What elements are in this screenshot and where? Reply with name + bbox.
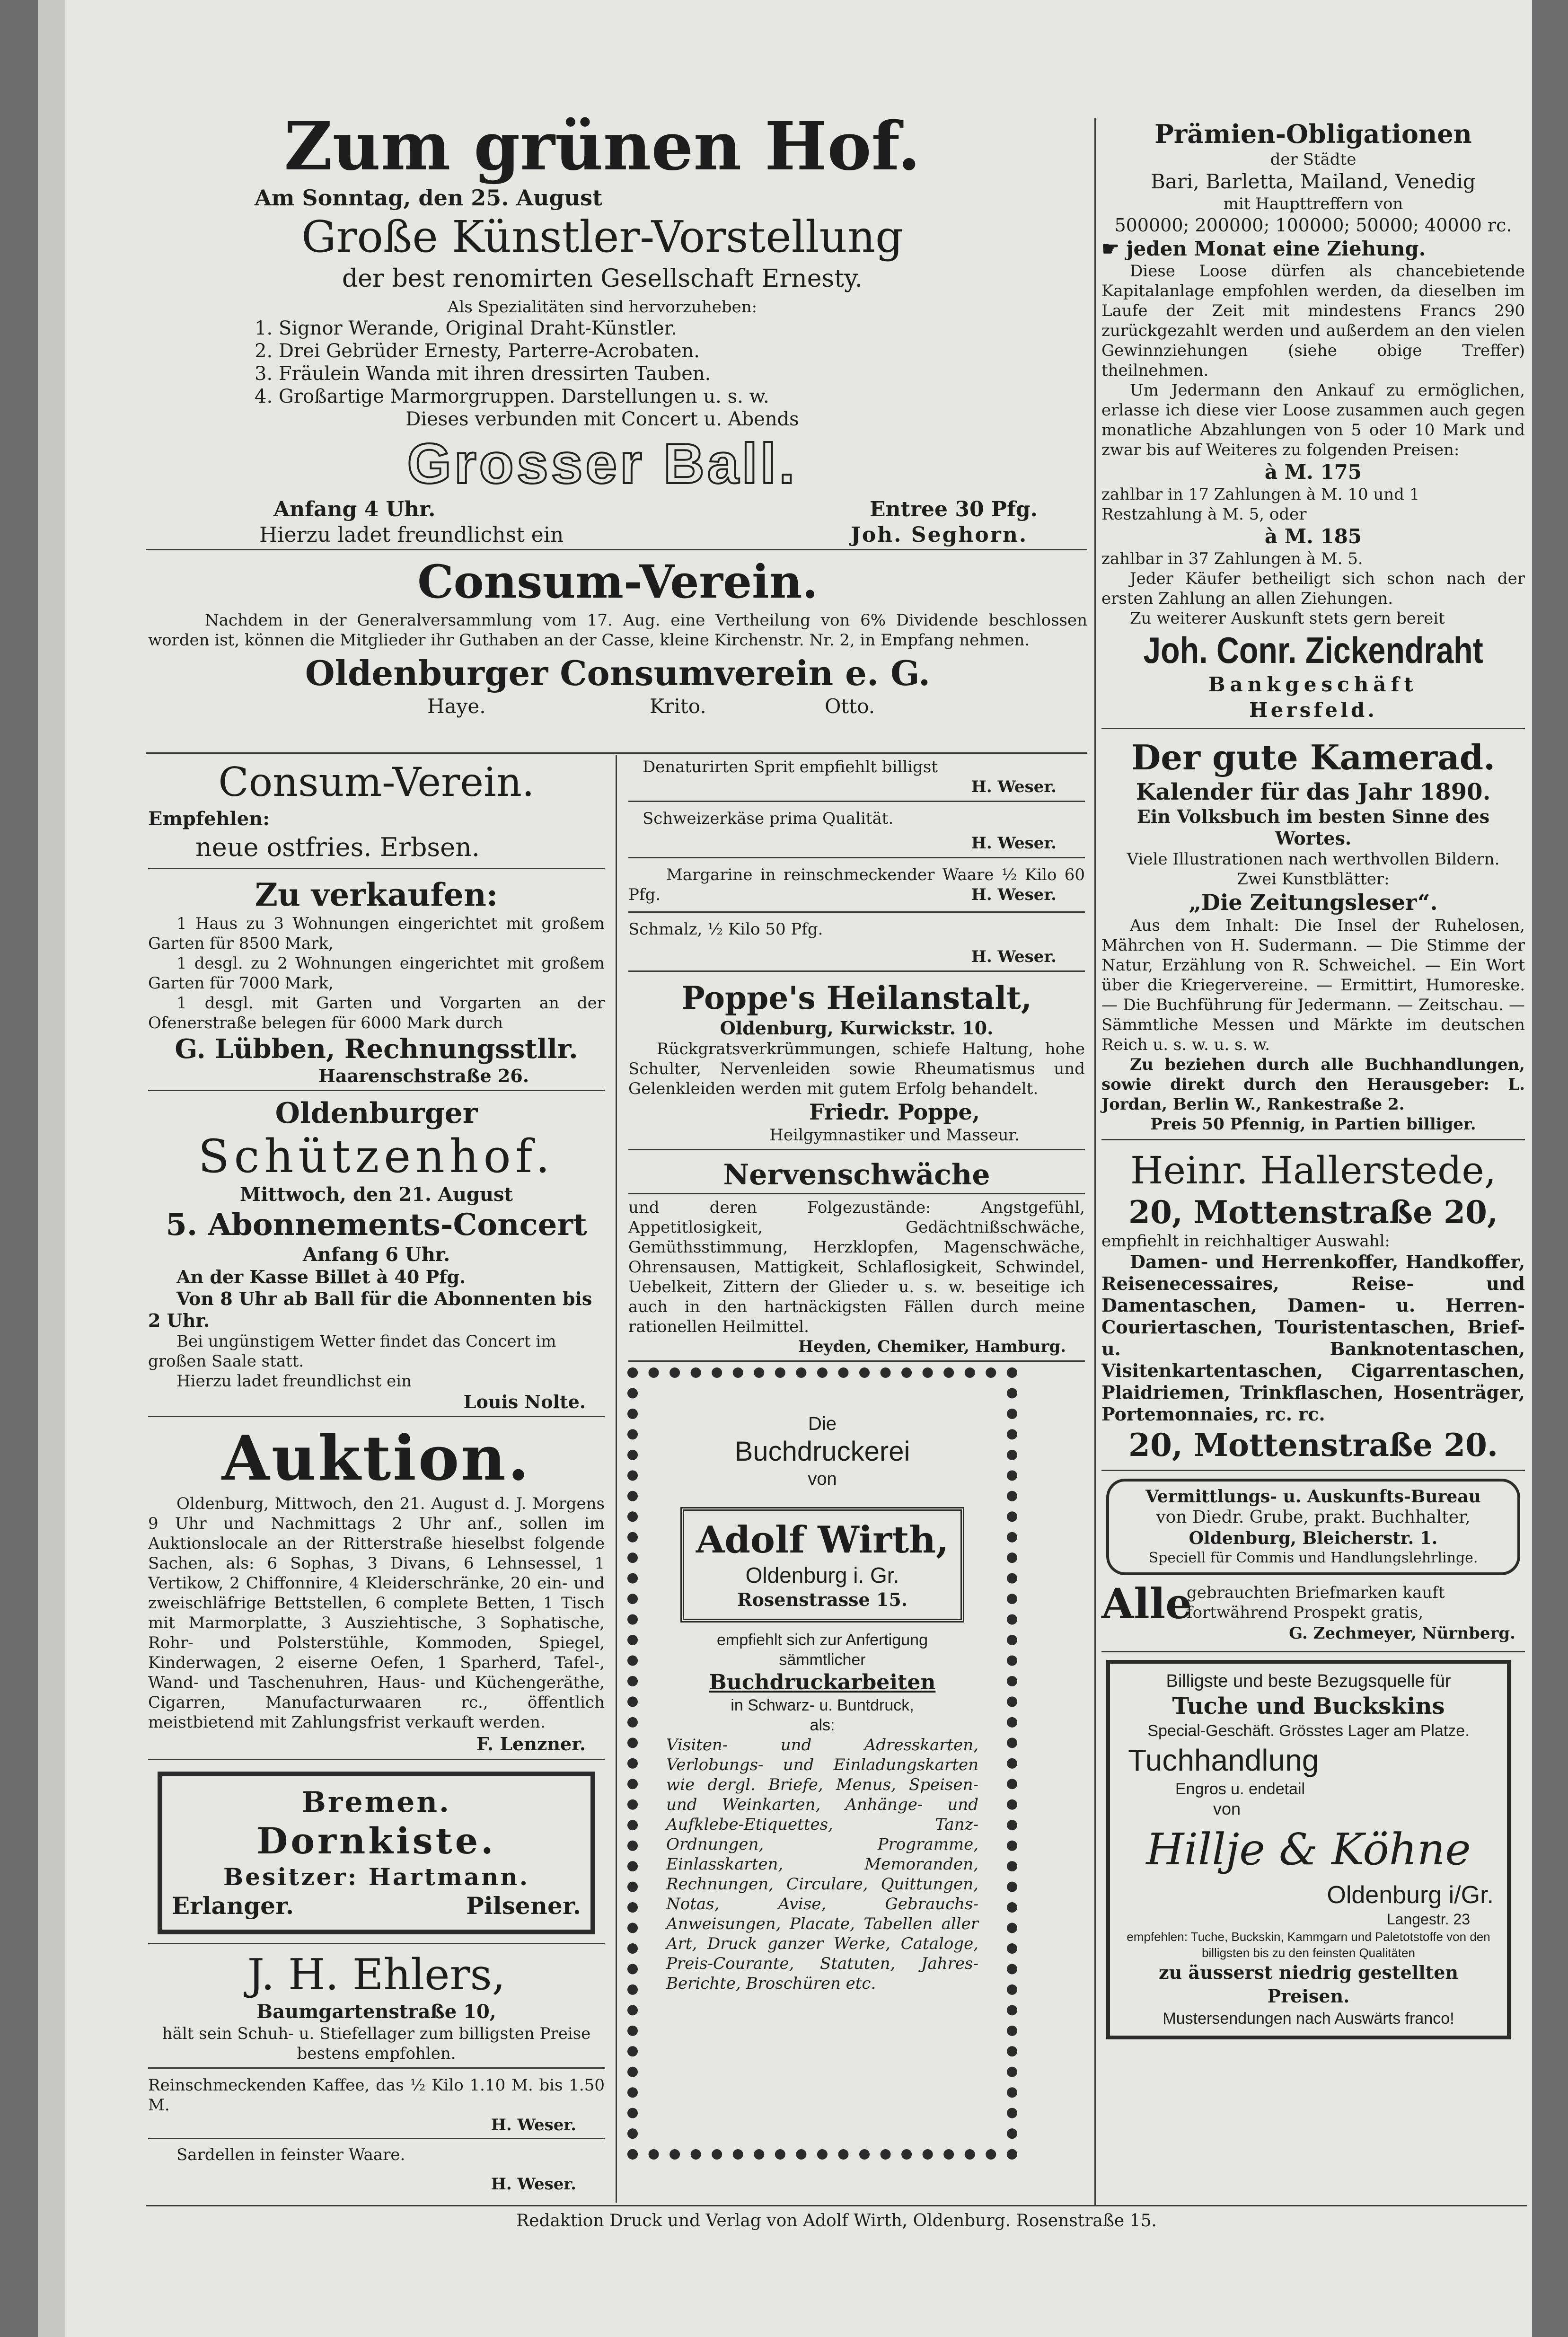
ad-gruener-hof (122, 109, 1083, 549)
ad-tuch-line: zu äusserst niedrig gestellten Preisen. (1158, 1962, 1458, 2007)
ad-tuch-line: Mustersendungen nach Auswärts franco! (1163, 2010, 1454, 2028)
ad-praemien-body: Jeder Käufer betheiligt sich schon nach der ersten Zahlung an allen Ziehungen. (1101, 569, 1525, 608)
ad-praemien-body: Um Jedermann den Ankauf zu ermöglichen, erlasse ich diese vier Loose zusammen auch gegen monatliche Abzahlungen von 5 oder 10 Mark und zwar bis auf Weiteres zu folgenden Preisen: (1101, 381, 1525, 459)
ad-bremen-l2: Dornkiste. (256, 1820, 496, 1862)
ad-bremen-l1: Bremen. (302, 1786, 451, 1819)
ad-tuch-firm: Hillje & Köhne (1146, 1824, 1471, 1875)
ad-nerven-title: Nervenschwäche (723, 1158, 990, 1191)
ad-kamerad-line: „Die Zeitungsleser“. (1189, 890, 1438, 915)
ad-kaffee-body: Reinschmeckenden Kaffee, das ½ Kilo 1.10 M. bis 1.50 M. (148, 2076, 605, 2115)
ad-host: Joh. Seghorn. (851, 523, 1028, 547)
ad-kaese-body: Schweizerkäse prima Qualität. (643, 809, 894, 828)
ad-wirth-city: Oldenburg i. Gr. (745, 1563, 899, 1587)
newspaper-page (65, 0, 1532, 2337)
ad-consum-2-title: Consum-Verein. (218, 759, 535, 805)
ad-bremen-beer: Pilsener. (466, 1892, 581, 1920)
ad-ehlers-title: J. H. Ehlers, (247, 1950, 506, 2000)
ad-margarine-body: Margarine in reinschmeckender Waare ½ Kilo 60 Pfg. (628, 865, 1085, 904)
ad-verkaufen-address: Haarenschstraße 26. (318, 1065, 529, 1086)
ad-praemien-body: Diese Loose dürfen als chancebietende Kapitalanlage empfohlen werden, da dieselben im Laufe der Zeit mit mindestens Francs 290 zurückgezahlt werden und außerdem an den vielen Gewinnziehungen (siehe obige Treffer) theilnehmen. (1101, 262, 1525, 380)
ad-poppe-signature: Friedr. Poppe, (809, 1099, 980, 1125)
ad-kamerad-line: Ein Volksbuch im besten Sinne des Wortes. (1136, 806, 1490, 849)
ad-auktion-signature: F. Lenzner. (476, 1733, 586, 1755)
ad-wirth-line: in Schwarz- u. Buntdruck, (731, 1696, 914, 1714)
ad-wirth-name: Adolf Wirth, (696, 1518, 949, 1561)
ad-alle-body: gebrauchten Briefmarken kauft fortwährend Prospekt gratis, (1187, 1583, 1445, 1622)
ad-kamerad-body: Zu beziehen durch alle Buchhandlungen, sowie direkt durch den Herausgeber: L. Jordan, Berlin W., Rankestraße 2. (1101, 1055, 1525, 1114)
ad-concert: Dieses verbunden mit Concert u. Abends (405, 408, 799, 430)
ad-haller-body: Damen- und Herrenkoffer, Handkoffer, Reisenecessaires, Reise- und Damentaschen, Damen- u. Herren-Couriertaschen, Touristentaschen, Brief- u. Banknotentaschen, Visitenkartentaschen, Cigarrentaschen, Plaidriemen, Trinkflaschen, Hosenträger, Portemonnaies, rc. rc. (1101, 1251, 1525, 1425)
ad-kaese-signature: H. Weser. (971, 834, 1057, 853)
ad-title: Consum-Verein. (417, 555, 818, 609)
ad-kamerad-line: Zwei Kunstblätter: (1237, 870, 1390, 889)
footer-rule (146, 2205, 1527, 2206)
book-edge (38, 0, 67, 2337)
ad-auktion-title: Auktion. (221, 1422, 531, 1494)
ad-wirth-list: Visiten- und Adresskarten, Verlobungs- und Einladungskarten wie dergl. Briefe, Menus, Speisen- und Weinkarten, Anhänge- und Aufklebe-Etiquettes, Tanz-Ordnungen, Programme, Einlasskarten, Memoranden, Rechnungen, Circulare, Quittungen, Notas, Avise, Gebrauchs-Anweisungen, Placate, Tabellen aller Art, Druck ganzer Werke, Cataloge, Preis-Courante, Statuten, Jahres-Berichte, Broschüren etc. (666, 1736, 978, 1993)
ad-poppe-title: Poppe's Heilanstalt, (681, 979, 1032, 1016)
ad-schuetzen-title: 5. Abonnements-Concert (166, 1207, 587, 1243)
middle-column (628, 757, 1085, 1368)
ad-headline: Große Künstler-Vorstellung (301, 212, 903, 262)
ad-kamerad-line: Viele Illustrationen nach werthvollen Bildern. (1127, 850, 1500, 869)
ad-praemien-signature: Joh. Conr. Zickendraht (1143, 629, 1483, 671)
ad-haller-title: Heinr. Hallerstede, (1130, 1148, 1497, 1192)
ad-schuetzen-line: Hierzu ladet freundlichst ein (176, 1372, 412, 1391)
ad-tuch-line: Engros u. endetail (1175, 1780, 1305, 1798)
ad-margarine-signature: H. Weser. (971, 885, 1057, 904)
ad-title: Zum grünen Hof. (284, 108, 921, 185)
ad-tuchhandlung (1106, 1660, 1511, 2039)
ad-bremen-beer: Erlanger. (172, 1892, 294, 1920)
name: Haye. (427, 695, 486, 718)
ad-sardellen-body: Sardellen in feinster Waare. (176, 2145, 405, 2164)
list-item: 4. Großartige Marmorgruppen. Darstellungen u. s. w. (255, 386, 769, 407)
ad-praemien-line: 500000; 200000; 100000; 50000; 40000 rc. (1114, 215, 1512, 236)
ad-wirth-line: Buchdruckarbeiten (709, 1670, 936, 1694)
ad-wirth-address: Rosenstrasse 15. (737, 1589, 908, 1610)
ad-schuetzen-l1: Oldenburger (275, 1097, 478, 1130)
ad-verm-line: von Diedr. Grube, prakt. Buchhalter, (1156, 1508, 1471, 1527)
name: Krito. (650, 695, 706, 718)
ad-schuetzen-start: Anfang 6 Uhr. (302, 1243, 450, 1266)
ad-praemien-price: à M. 175 (1264, 460, 1362, 484)
ad-verm-line: Vermittlungs- u. Auskunfts-Bureau (1145, 1487, 1481, 1507)
ad-ehlers-body: hält sein Schuh- u. Stiefellager zum billigsten Preise bestens empfohlen. (162, 2024, 591, 2063)
ad-verm-line: Oldenburg, Bleicherstr. 1. (1189, 1528, 1438, 1548)
ad-verm-line: Speciell für Commis und Handlungslehrlinge. (1148, 1550, 1478, 1566)
ad-poppe-sub: Heilgymnastiker und Masseur. (769, 1126, 1020, 1145)
ad-kamerad-price: Preis 50 Pfennig, in Partien billiger. (1150, 1115, 1476, 1134)
hand-pointer-icon: ☛ (1101, 237, 1127, 260)
ad-praemien-bank: Bankgeschäft (1208, 673, 1418, 696)
ad-consum-2-line: Empfehlen: (148, 808, 270, 830)
ad-wirth-line: als: (810, 1716, 835, 1734)
ad-kamerad-body: Aus dem Inhalt: Die Insel der Ruhelosen, Mährchen von H. Sudermann. — Die Stimme der Natur, Erzählung von R. Schweichel. — Ein Wort über die Kriegervereine. — Ermittirt, Humoreske. — Die Buchführung für Jedermann. — Zeitschau. — Sämmtliche Messen und Märkte im deutschen Reich u. s. w. u. s. w. (1101, 916, 1525, 1054)
ad-praemien-body: Zu weiterer Auskunft stets gern bereit (1130, 609, 1445, 628)
ad-schuetzen-line: Bei ungünstigem Wetter findet das Concert im großen Saale statt. (148, 1332, 556, 1371)
ad-wirth-title: Buchdruckerei (734, 1436, 910, 1467)
ad-signature: Oldenburger Consumverein e. G. (305, 653, 931, 693)
left-column (148, 757, 605, 2194)
column-rule-right (1094, 118, 1096, 2205)
footer-imprint: Redaktion Druck und Verlag von Adolf Wirth, Oldenburg. Rosenstraße 15. (516, 2211, 1157, 2231)
ad-tuch-line: Tuche und Buckskins (1172, 1693, 1445, 1720)
ad-auktion-body: Oldenburg, Mittwoch, den 21. August d. J. Morgens 9 Uhr und Nachmittags 2 Uhr anf., sollen im Auktionslocale an der Ritterstraße hieselbst folgende Sachen, als: 6 Sophas, 3 Divans, 6 Lehnsessel, 1 Vertikow, 2 Chiffonnire, 4 Kleiderschränke, 20 ein- und zweischläfrige Bettstellen, 6 complete Betten, 1 Tisch mit Marmorplatte, 3 Ausziehtische, 3 Sophatische, Rohr- und Polsterstühle, Kommoden, Spiegel, Kinderwagen, 2 eiserne Oefen, 1 Sparherd, Tafel-, Wand- und Taschenuhren, Haus- und Küchengeräthe, Cigarren, Manufacturwaaren rc., öffentlich meistbietend mit Zahlungsfrist verkauft werden. (148, 1494, 605, 1732)
ad-verkaufen-item: 1 desgl. zu 2 Wohnungen eingerichtet mit großem Garten für 7000 Mark, (148, 954, 605, 993)
ad-schuetzen-l2: Schützenhof. (198, 1130, 555, 1183)
ad-entry: Entree 30 Pfg. (870, 497, 1038, 521)
ad-alle-signature: G. Zechmeyer, Nürnberg. (1289, 1624, 1515, 1643)
divider (146, 752, 1087, 754)
ad-praemien-title: Prämien-Obligationen (1154, 119, 1472, 149)
ad-ehlers-address: Baumgartenstraße 10, (256, 2001, 496, 2023)
list-item: 1. Signor Werande, Original Draht-Künstler. (255, 317, 677, 339)
name: Otto. (825, 695, 875, 718)
ad-verkaufen-signature: G. Lübben, Rechnungsstllr. (175, 1033, 578, 1065)
ad-verkaufen-title: Zu verkaufen: (255, 876, 498, 913)
ad-sardellen-signature: H. Weser. (491, 2175, 576, 2194)
list-item: 3. Fräulein Wanda mit ihren dressirten Tauben. (255, 363, 711, 385)
ad-consum-verein-1 (148, 554, 1087, 718)
ad-wirth (661, 1412, 983, 1993)
ad-subtitle: der best renomirten Gesellschaft Ernesty. (342, 265, 863, 293)
ad-nerven-signature: Heyden, Chemiker, Hamburg. (798, 1337, 1066, 1356)
ad-consum-2-product: neue ostfries. Erbsen. (195, 832, 480, 862)
ad-praemien-terms: zahlbar in 17 Zahlungen à M. 10 und 1 Restzahlung à M. 5, oder (1101, 485, 1420, 524)
ad-vermittlung (1106, 1479, 1520, 1575)
ad-schuetzen-line: An der Kasse Billet à 40 Pfg. (176, 1266, 466, 1288)
ad-tuch-line: von (1213, 1799, 1241, 1818)
ad-alle-big: Alle (1101, 1579, 1192, 1628)
ad-start: Anfang 4 Uhr. (273, 497, 436, 521)
ad-bremen-l3: Besitzer: Hartmann. (223, 1863, 530, 1891)
ad-invite: Hierzu ladet freundlichst ein (259, 523, 564, 547)
ad-schmalz-signature: H. Weser. (971, 947, 1057, 966)
ad-kamerad-title: Der gute Kamerad. (1131, 737, 1496, 777)
ad-tuch-title: Tuchhandlung (1128, 1743, 1319, 1777)
ad-tuch-line: Billigste und beste Bezugsquelle für (1166, 1671, 1451, 1691)
ad-schmalz-body: Schmalz, ½ Kilo 50 Pfg. (628, 920, 823, 939)
ad-praemien-terms: zahlbar in 37 Zahlungen à M. 5. (1101, 549, 1363, 568)
ad-wirth-von: von (808, 1469, 837, 1489)
ad-schuetzen-line: Von 8 Uhr ab Ball für die Abonnenten bis 2 Uhr. (148, 1288, 592, 1331)
ad-poppe-address: Oldenburg, Kurwickstr. 10. (720, 1017, 994, 1039)
ad-nerven-body: und deren Folgezustände: Angstgefühl, Appetitlosigkeit, Gedächtnißschwäche, Gemüthsstimmung, Herzklopfen, Magenschwäche, Ohrensausen, Mattigkeit, Schlaflosigkeit, Schwindel, Uebelkeit, Zittern der Glieder u. s. w. beseitige ich auch in den hartnäckigsten Fällen durch meine rationellen Heilmittel. (628, 1198, 1085, 1336)
ad-sprit-body: Denaturirten Sprit empfiehlt billigst (643, 758, 938, 776)
ad-schuetzen-date: Mittwoch, den 21. August (240, 1183, 513, 1206)
list-item: 2. Drei Gebrüder Ernesty, Parterre-Acrobaten. (255, 340, 700, 362)
ad-praemien-line: jeden Monat eine Ziehung. (1126, 237, 1426, 260)
ad-wirth-line: empfiehlt sich zur Anfertigung (716, 1631, 928, 1649)
ad-praemien-city: Hersfeld. (1249, 698, 1377, 722)
ad-tuch-city: Oldenburg i/Gr. (1327, 1881, 1494, 1909)
ad-intro: Als Spezialitäten sind hervorzuheben: (447, 298, 758, 317)
ad-schuetzen-signature: Louis Nolte. (463, 1391, 586, 1412)
ad-verkaufen-item: 1 Haus zu 3 Wohnungen eingerichtet mit großem Garten für 8500 Mark, (148, 914, 605, 953)
ad-ball: Grosser Ball. (407, 432, 798, 495)
right-column (1101, 118, 1525, 2039)
ad-wirth-line: sämmtlicher (779, 1651, 866, 1669)
ad-verkaufen-item: 1 desgl. mit Garten und Vorgarten an der Ofenerstraße belegen für 6000 Mark durch (148, 994, 605, 1032)
ad-praemien-line: der Städte (1270, 150, 1357, 169)
ad-kaffee-signature: H. Weser. (491, 2116, 576, 2134)
ad-tuch-line: empfehlen: Tuche, Buckskin, Kammgarn und Paletotstoffe von den billigsten bis zu den feinsten Qualitäten (1127, 1930, 1490, 1960)
ad-haller-address: 20, Mottenstraße 20, (1128, 1194, 1498, 1231)
ad-praemien-line: Bari, Barletta, Mailand, Venedig (1151, 170, 1476, 193)
ad-kamerad-line: Kalender für das Jahr 1890. (1136, 779, 1491, 805)
ad-date: Am Sonntag, den 25. August (255, 185, 603, 211)
ad-praemien-price: à M. 185 (1264, 525, 1362, 548)
column-rule-mid (616, 755, 617, 2203)
ad-praemien-line: mit Haupttreffern von (1223, 194, 1403, 213)
ad-tuch-address: Langestr. 23 (1386, 1911, 1470, 1928)
ad-tuch-line: Special-Geschäft. Grösstes Lager am Platze. (1147, 1722, 1470, 1740)
divider (146, 549, 1087, 550)
ad-wirth-die: Die (808, 1413, 837, 1434)
ad-haller-address2: 20, Mottenstraße 20. (1128, 1427, 1498, 1464)
ad-haller-line: empfiehlt in reichhaltiger Auswahl: (1101, 1232, 1390, 1251)
ad-bremen (158, 1772, 595, 1934)
ad-body: Nachdem in der Generalversammlung vom 17. Aug. eine Vertheilung von 6% Dividende beschlossen worden ist, können die Mitglieder ihr Guthaben an der Casse, kleine Kirchenstr. Nr. 2, in Empfang nehmen. (148, 611, 1087, 650)
ad-poppe-body: Rückgratsverkrümmungen, schiefe Haltung, hohe Schulter, Nervenleiden sowie Rheumatismus und Gelenkleiden werden mit gutem Erfolg behandelt. (628, 1040, 1085, 1098)
ad-sprit-signature: H. Weser. (971, 777, 1057, 796)
